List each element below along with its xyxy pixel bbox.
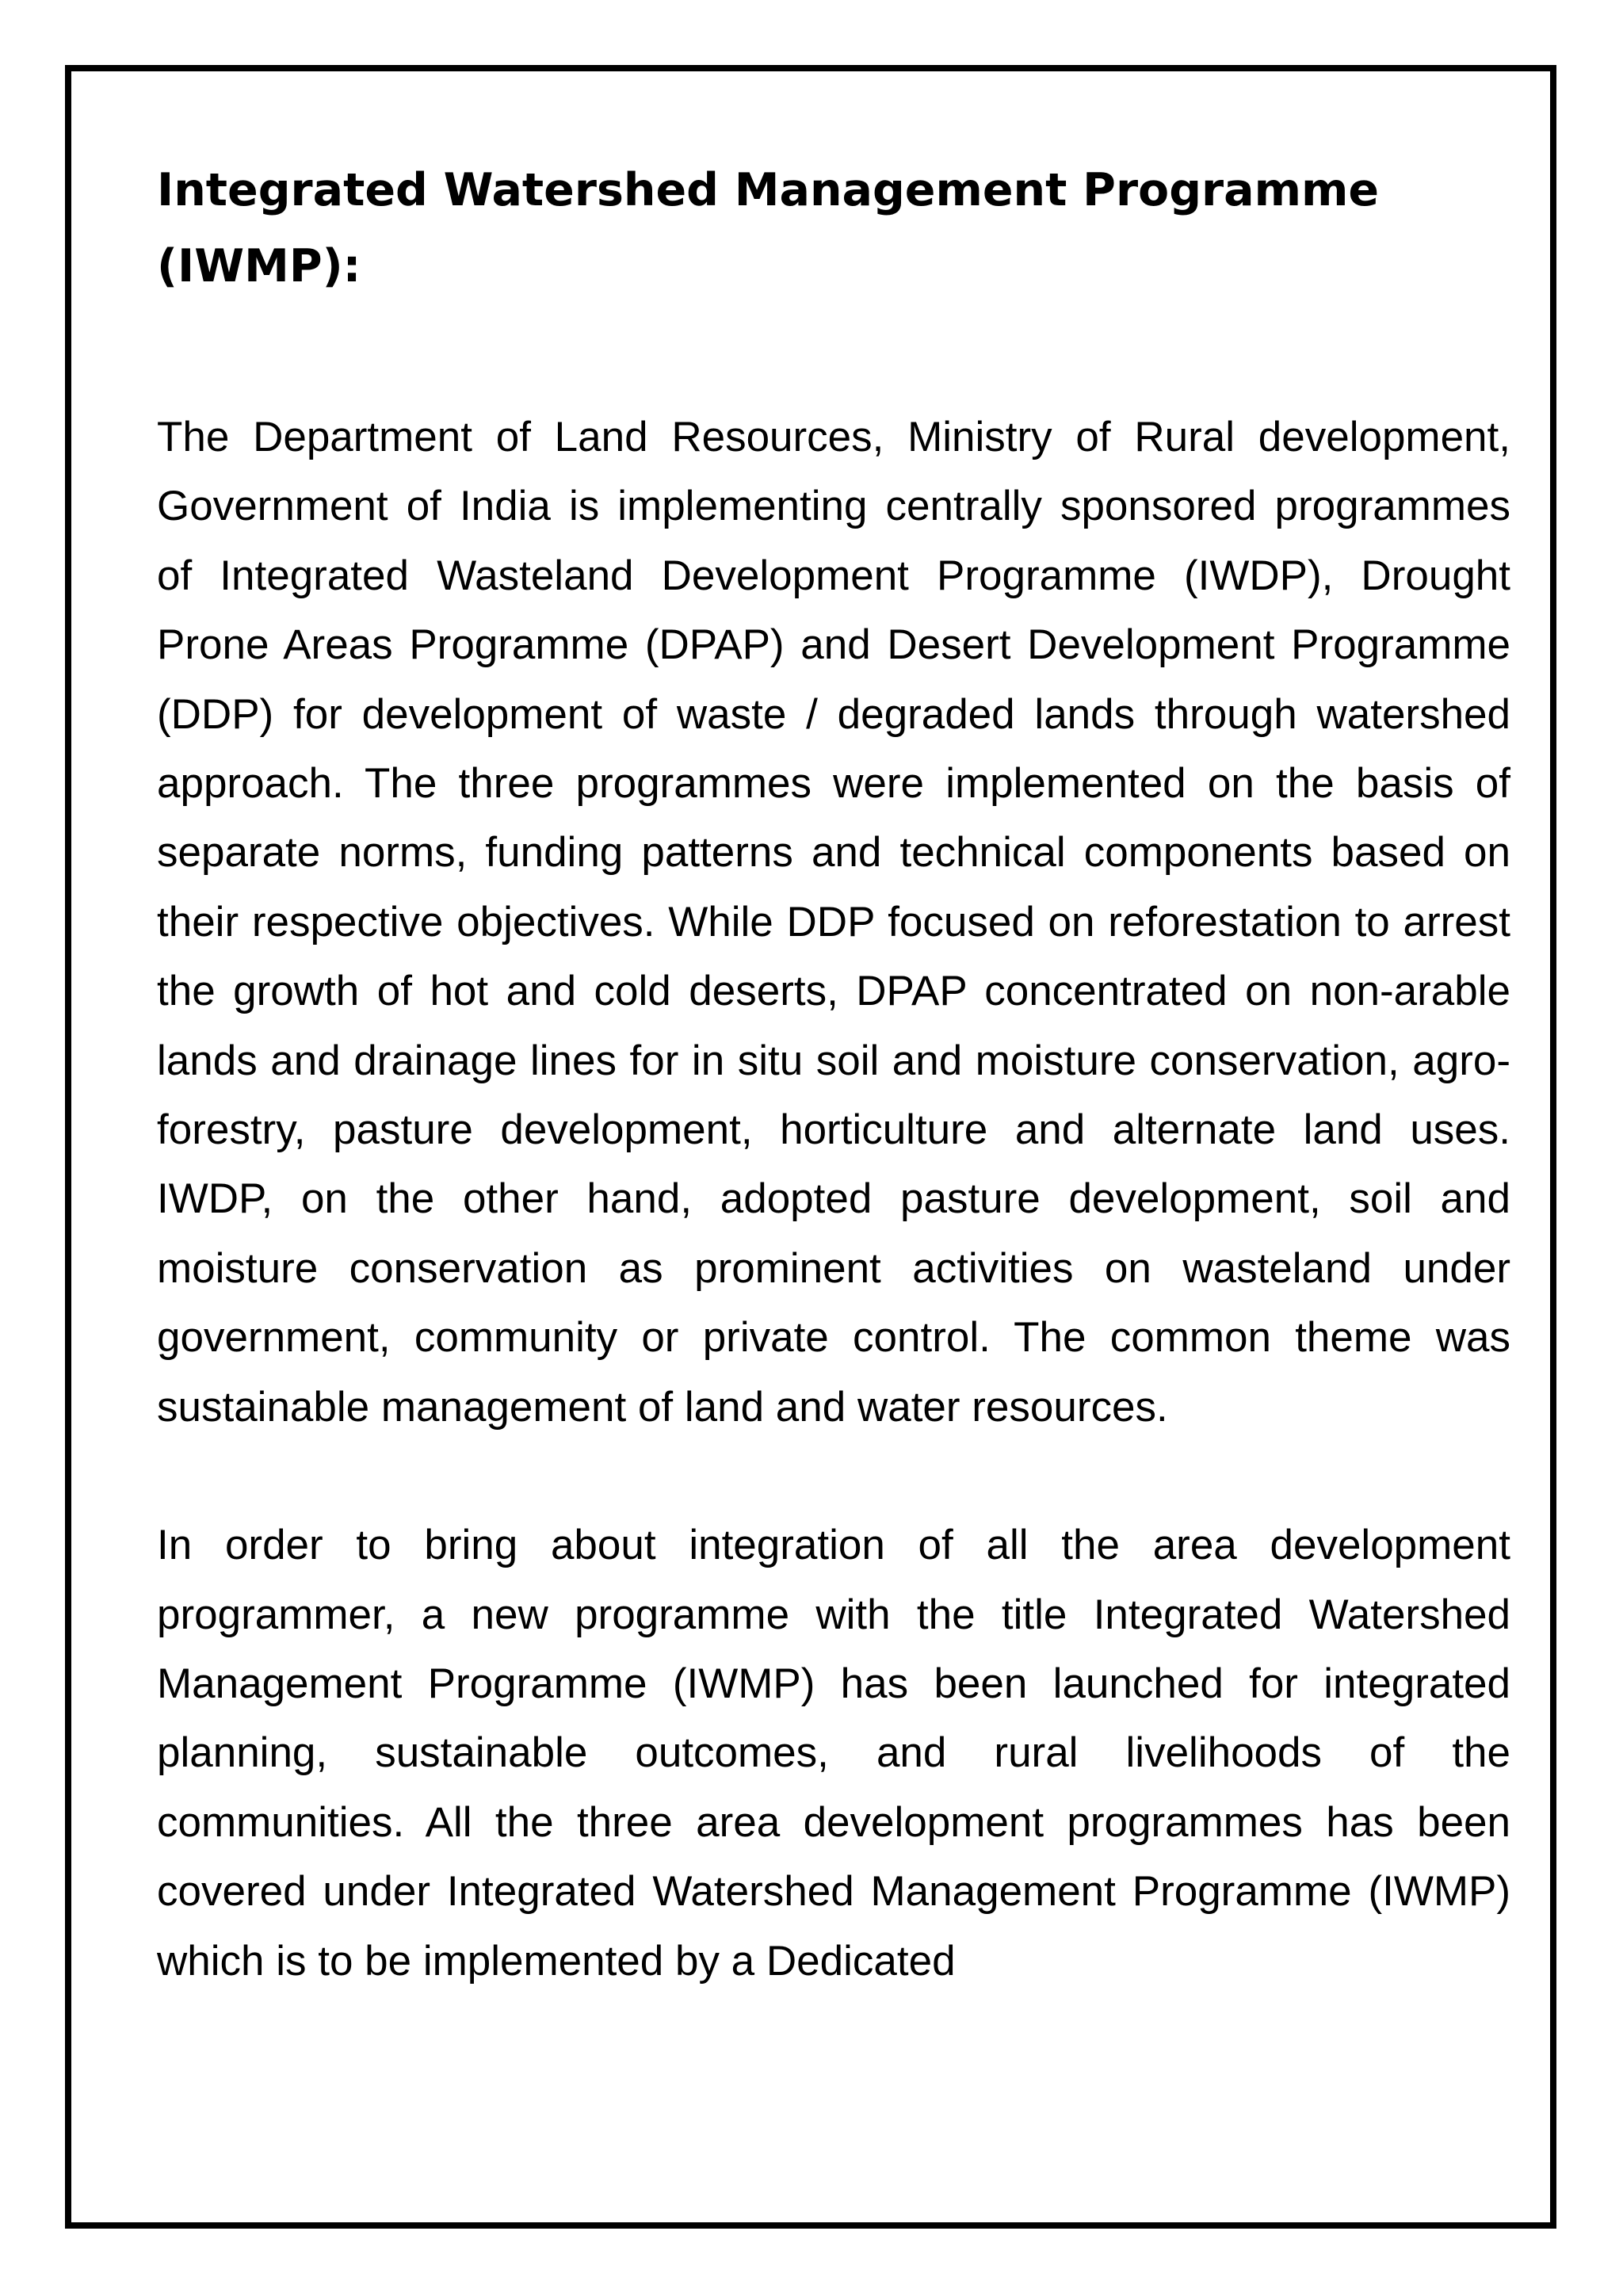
document-body	[157, 152, 1510, 1996]
paragraph-iwmp-integration: In order to bring about integration of all the area development programmer, a new programme with the title Integrated Watershed Management Programme (IWMP) has been launched for integrated planning, sustainable outcomes, and rural livelihoods of the communities. All the three area development programmes has been covered under Integrated Watershed Management Programme (IWMP) which is to be implemented by a Dedicated	[157, 1522, 1510, 1985]
paragraph-programmes-overview: The Department of Land Resources, Ministry of Rural development, Government of India is implementing centrally sponsored programmes of Integrated Wasteland Development Programme (IWDP), Drought Prone Areas Programme (DPAP) and Desert Development Programme (DDP) for development of waste / degraded lands through watershed approach. The three programmes were implemented on the basis of separate norms, funding patterns and technical components based on their respective objectives. While DDP focused on reforestation to arrest the growth of hot and cold deserts, DPAP concentrated on non-arable lands and drainage lines for in situ soil and moisture conservation, agro-forestry, pasture development, horticulture and alternate land uses. IWDP, on the other hand, adopted pasture development, soil and moisture conservation as prominent activities on wasteland under government, community or private control. The common theme was sustainable management of land and water resources.	[157, 414, 1510, 1431]
document-heading: Integrated Watershed Management Programme (IWMP):	[157, 164, 1380, 292]
